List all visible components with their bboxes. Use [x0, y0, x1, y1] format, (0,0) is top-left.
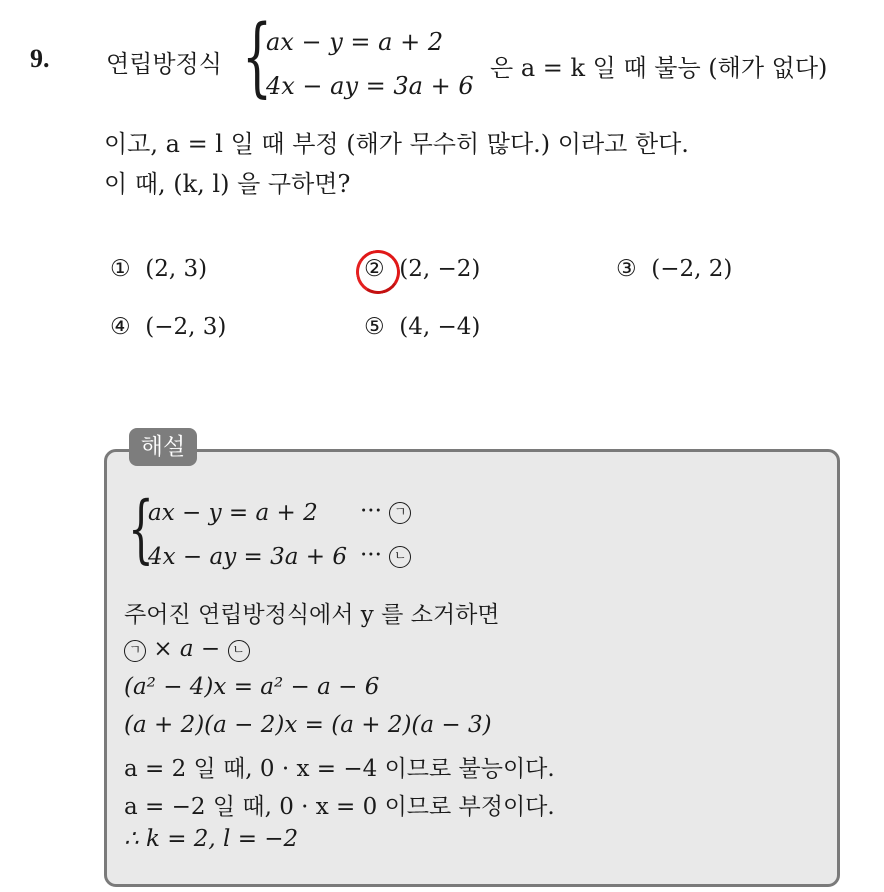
question-number: 9.	[30, 44, 50, 73]
choice-marker: ④	[110, 314, 131, 340]
solution-line5: a = 2 일 때, 0 · x = −4 이므로 불능이다.	[124, 756, 555, 782]
choice-value: (2, −2)	[399, 256, 481, 282]
solution-line6: a = −2 일 때, 0 · x = 0 이므로 부정이다.	[124, 794, 555, 820]
solution-line4: (a + 2)(a − 2)x = (a + 2)(a − 3)	[124, 712, 492, 738]
answer-circle-mark	[352, 246, 404, 298]
choice-marker: ②	[364, 256, 385, 282]
choice-3[interactable]	[616, 256, 732, 282]
circle-giyeok-icon: ㄱ	[389, 502, 411, 524]
circle-nieun-icon: ㄴ	[389, 546, 411, 568]
circle-nieun-icon: ㄴ	[228, 640, 250, 662]
solution-eq1: ax − y = a + 2	[148, 500, 318, 526]
choice-marker: ③	[616, 256, 637, 282]
choice-5[interactable]	[364, 314, 480, 340]
choice-marker: ①	[110, 256, 131, 282]
question-prefix: 연립방정식	[106, 50, 222, 78]
solution-eq2-ref: ··· ㄴ	[360, 542, 411, 568]
solution-eq2: 4x − ay = 3a + 6	[148, 544, 347, 570]
choice-value: (4, −4)	[399, 314, 481, 340]
solution-line2: ㄱ × a − ㄴ	[124, 636, 250, 662]
solution-line3: (a² − 4)x = a² − a − 6	[124, 674, 380, 700]
question-eq1: ax − y = a + 2	[266, 28, 444, 56]
choice-1[interactable]	[110, 256, 207, 282]
choice-marker: ⑤	[364, 314, 385, 340]
question-line2: 이고, a = l 일 때 부정 (해가 무수히 많다.) 이라고 한다.	[104, 130, 689, 158]
question-suffix: 은 a = k 일 때 불능 (해가 없다)	[490, 54, 828, 82]
choice-value: (2, 3)	[145, 256, 208, 282]
solution-tag: 해설	[129, 428, 197, 466]
question-eq2: 4x − ay = 3a + 6	[266, 72, 474, 100]
solution-line1: 주어진 연립방정식에서 y 를 소거하면	[124, 602, 500, 628]
question-line3: 이 때, (k, l) 을 구하면?	[104, 170, 351, 198]
solution-brace: {	[128, 486, 154, 572]
choice-4[interactable]	[110, 314, 226, 340]
solution-eq1-ref: ··· ㄱ	[360, 498, 411, 524]
solution-line7: ∴ k = 2, l = −2	[124, 826, 299, 852]
choice-value: (−2, 3)	[145, 314, 227, 340]
circle-giyeok-icon: ㄱ	[124, 640, 146, 662]
system-brace: {	[242, 7, 273, 107]
choice-value: (−2, 2)	[651, 256, 733, 282]
